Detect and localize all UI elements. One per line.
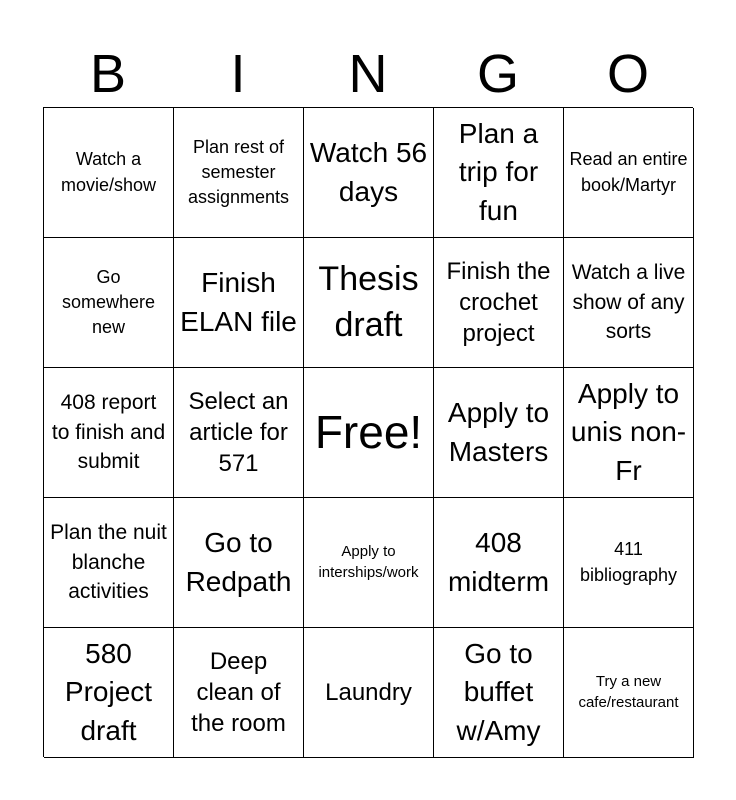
bingo-cell-text: Plan a trip for fun (458, 117, 539, 226)
header-letter-i: I (230, 44, 246, 104)
bingo-cell[interactable] (434, 238, 564, 368)
free-space-cell[interactable] (304, 368, 434, 498)
bingo-cell[interactable] (304, 108, 434, 238)
bingo-cell-text: Plan rest of semester assignments (187, 136, 290, 208)
free-space-text: Free! (314, 405, 423, 458)
bingo-cell[interactable] (434, 368, 564, 498)
bingo-cell-text: 411 bibliography (579, 539, 678, 585)
bingo-cell[interactable] (564, 238, 694, 368)
bingo-cell[interactable] (44, 498, 174, 628)
bingo-board (43, 107, 693, 757)
bingo-cell[interactable] (44, 368, 174, 498)
bingo-cell[interactable] (174, 368, 304, 498)
bingo-cell-text: Watch a movie/show (60, 149, 157, 195)
header-letter-o: O (606, 44, 649, 104)
bingo-cell[interactable] (564, 368, 694, 498)
bingo-cell-text: Watch a live show of any sorts (571, 261, 686, 344)
bingo-cell[interactable] (174, 628, 304, 758)
bingo-header (43, 40, 693, 108)
bingo-cell-text: Read an entire book/Martyr (569, 149, 688, 195)
bingo-cell[interactable] (434, 108, 564, 238)
bingo-cell-text: Plan the nuit blanche activities (50, 521, 167, 604)
bingo-cell-text: Apply to unis non-Fr (570, 377, 687, 486)
bingo-cell-text: Select an article for 571 (188, 387, 289, 478)
bingo-cell[interactable] (564, 108, 694, 238)
bingo-cell[interactable] (44, 628, 174, 758)
bingo-cell-text: Finish the crochet project (446, 257, 551, 348)
bingo-cell-text: Apply to interships/work (318, 543, 419, 581)
bingo-cell-text: Go to buffet w/Amy (456, 637, 541, 746)
bingo-cell[interactable] (304, 628, 434, 758)
bingo-cell[interactable] (434, 628, 564, 758)
bingo-cell-text: Go somewhere new (61, 266, 156, 338)
bingo-cell[interactable] (564, 498, 694, 628)
bingo-cell[interactable] (44, 238, 174, 368)
bingo-cell-text: Try a new cafe/restaurant (578, 673, 679, 711)
bingo-cell-text: 580 Project draft (64, 637, 153, 746)
header-letter-b: B (89, 44, 127, 104)
bingo-cell-text: Watch 56 days (309, 136, 428, 207)
header-letter-g: G (476, 44, 519, 104)
bingo-cell-text: Thesis draft (318, 259, 419, 344)
bingo-cell-text: Deep clean of the room (191, 647, 286, 738)
bingo-cell-text: 408 report to finish and submit (51, 391, 166, 474)
bingo-cell-text: Laundry (325, 678, 412, 706)
bingo-cell-text: Go to Redpath (185, 526, 292, 597)
header-letter-n: N (348, 44, 388, 104)
bingo-cell[interactable] (564, 628, 694, 758)
bingo-cell[interactable] (434, 498, 564, 628)
bingo-cell-text: 408 midterm (447, 526, 550, 597)
bingo-cell[interactable] (304, 498, 434, 628)
bingo-cell[interactable] (174, 108, 304, 238)
bingo-cell[interactable] (174, 498, 304, 628)
bingo-cell[interactable] (174, 238, 304, 368)
bingo-cell-text: Finish ELAN file (180, 266, 297, 337)
bingo-cell[interactable] (44, 108, 174, 238)
bingo-cell-text: Apply to Masters (447, 396, 550, 467)
bingo-cell[interactable] (304, 238, 434, 368)
